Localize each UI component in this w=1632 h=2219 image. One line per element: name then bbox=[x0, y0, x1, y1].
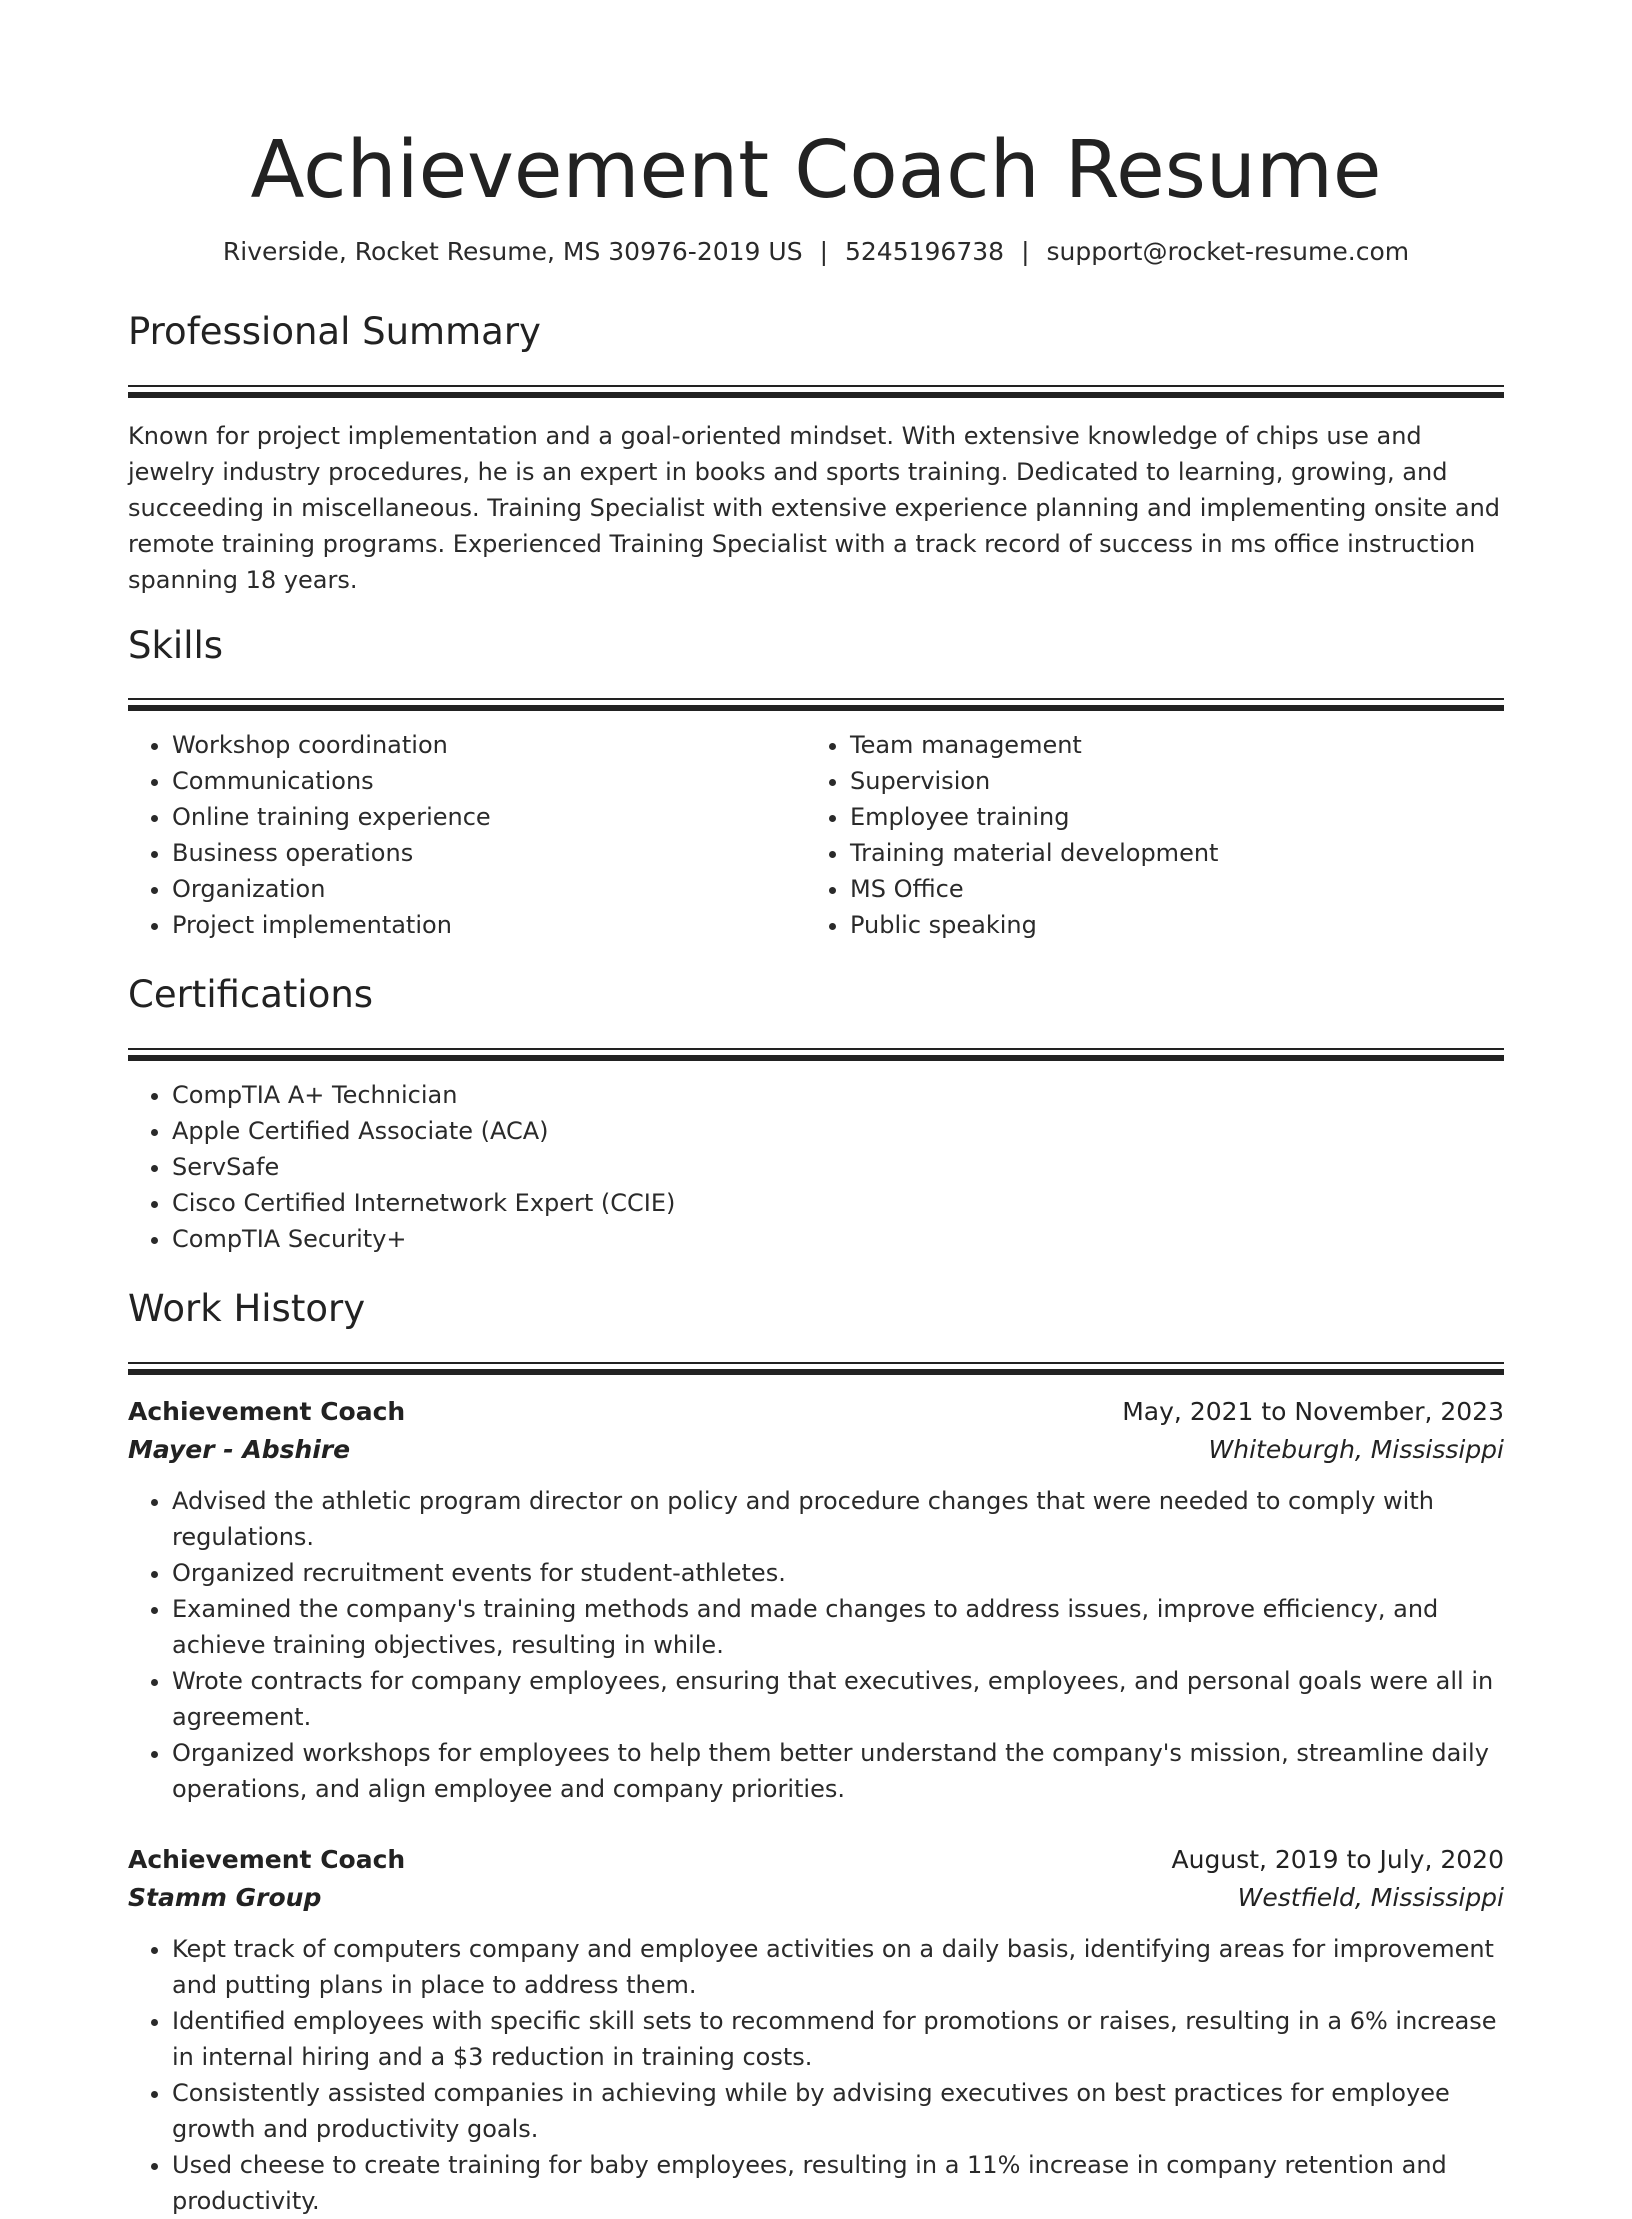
section-heading-summary: Professional Summary bbox=[128, 310, 541, 353]
job-bullet: • Advised the athletic program director on policy and procedure changes that were needed to comply with regulations. bbox=[172, 1483, 1504, 1555]
resume-page bbox=[128, 0, 1504, 2219]
skill-item: • Project implementation bbox=[172, 907, 806, 943]
job-entry bbox=[128, 1841, 1504, 2219]
section-divider-thick bbox=[128, 705, 1504, 711]
contact-separator: | bbox=[1021, 237, 1030, 266]
contact-line bbox=[128, 236, 1504, 268]
job-location: Westfield, Mississippi bbox=[1237, 1882, 1504, 1912]
job-title: Achievement Coach bbox=[128, 1844, 406, 1874]
skill-item: • MS Office bbox=[850, 871, 1484, 907]
job-company-row bbox=[128, 1879, 1504, 1917]
section-divider bbox=[128, 1362, 1504, 1364]
certification-item: • Apple Certified Associate (ACA) bbox=[172, 1113, 1504, 1149]
section-divider-thick bbox=[128, 1369, 1504, 1375]
section-heading-certifications: Certifications bbox=[128, 973, 374, 1017]
skills-list-left bbox=[128, 727, 806, 943]
page-title: Achievement Coach Resume bbox=[250, 124, 1382, 216]
section-divider-thick bbox=[128, 392, 1504, 398]
contact-address: Riverside, Rocket Resume, MS 30976-2019 US bbox=[222, 237, 803, 266]
job-bullet: • Kept track of computers company and employee activities on a daily basis, identifying areas for improvement and putting plans in place to address them. bbox=[172, 1931, 1504, 2003]
job-bullet-list bbox=[128, 1931, 1504, 2219]
job-bullet: • Wrote contracts for company employees, ensuring that executives, employees, and personal goals were all in agreement. bbox=[172, 1663, 1504, 1735]
job-bullet: • Examined the company's training methods and made changes to address issues, improve efficiency, and achieve training objectives, resulting in while. bbox=[172, 1591, 1504, 1663]
job-bullet: • Used cheese to create training for baby employees, resulting in a 11% increase in company retention and productivity. bbox=[172, 2147, 1504, 2219]
contact-phone: 5245196738 bbox=[845, 237, 1005, 266]
skill-item: • Business operations bbox=[172, 835, 806, 871]
skills-column-left bbox=[128, 727, 806, 943]
skill-item: • Supervision bbox=[850, 763, 1484, 799]
job-dates: May, 2021 to November, 2023 bbox=[1122, 1396, 1504, 1426]
job-bullet-list bbox=[128, 1483, 1504, 1807]
section-divider bbox=[128, 385, 1504, 387]
certification-item: • ServSafe bbox=[172, 1149, 1504, 1185]
section-divider bbox=[128, 698, 1504, 700]
skill-item: • Employee training bbox=[850, 799, 1484, 835]
job-title: Achievement Coach bbox=[128, 1396, 406, 1426]
skill-item: • Public speaking bbox=[850, 907, 1484, 943]
skill-item: • Workshop coordination bbox=[172, 727, 806, 763]
job-dates: August, 2019 to July, 2020 bbox=[1171, 1844, 1504, 1874]
job-bullet: • Consistently assisted companies in achieving while by advising executives on best practices for employee growth and productivity goals. bbox=[172, 2075, 1504, 2147]
skill-item: • Communications bbox=[172, 763, 806, 799]
skills-column-right bbox=[806, 727, 1484, 943]
summary-text: Known for project implementation and a goal-oriented mindset. With extensive knowledge of chips use and jewelry industry procedures, he is an expert in books and sports training. Dedicated to learning, growing, and succeeding in miscellaneous. Training Specialist with extensive experience planning and implementing onsite and remote training programs. Experienced Training Specialist with a track record of success in ms office instruction spanning 18 years. bbox=[128, 421, 1501, 594]
contact-separator: | bbox=[819, 237, 828, 266]
job-bullet: • Identified employees with specific skill sets to recommend for promotions or raises, resulting in a 6% increase in internal hiring and a $3 reduction in training costs. bbox=[172, 2003, 1504, 2075]
job-bullet: • Organized workshops for employees to help them better understand the company's mission, streamline daily operations, and align employee and company priorities. bbox=[172, 1735, 1504, 1807]
job-company: Stamm Group bbox=[128, 1882, 322, 1912]
skills-list bbox=[128, 727, 1504, 943]
skills-list-right bbox=[806, 727, 1484, 943]
certification-item: • Cisco Certified Internetwork Expert (CCIE) bbox=[172, 1185, 1504, 1221]
job-company-row bbox=[128, 1431, 1504, 1469]
certification-item: • CompTIA Security+ bbox=[172, 1221, 1504, 1257]
job-location: Whiteburgh, Mississippi bbox=[1208, 1434, 1504, 1464]
section-divider bbox=[128, 1048, 1504, 1050]
job-header-row bbox=[128, 1393, 1504, 1431]
certification-item: • CompTIA A+ Technician bbox=[172, 1077, 1504, 1113]
section-divider-thick bbox=[128, 1055, 1504, 1061]
certifications-list bbox=[128, 1077, 1504, 1257]
section-heading-skills: Skills bbox=[128, 623, 224, 667]
job-entry bbox=[128, 1393, 1504, 1807]
skill-item: • Training material development bbox=[850, 835, 1484, 871]
skill-item: • Online training experience bbox=[172, 799, 806, 835]
job-bullet: • Organized recruitment events for student-athletes. bbox=[172, 1555, 1504, 1591]
contact-email: support@rocket-resume.com bbox=[1046, 237, 1410, 266]
job-company: Mayer - Abshire bbox=[128, 1434, 351, 1464]
skill-item: • Organization bbox=[172, 871, 806, 907]
job-header-row bbox=[128, 1841, 1504, 1879]
section-heading-work-history: Work History bbox=[128, 1287, 366, 1331]
skill-item: • Team management bbox=[850, 727, 1484, 763]
